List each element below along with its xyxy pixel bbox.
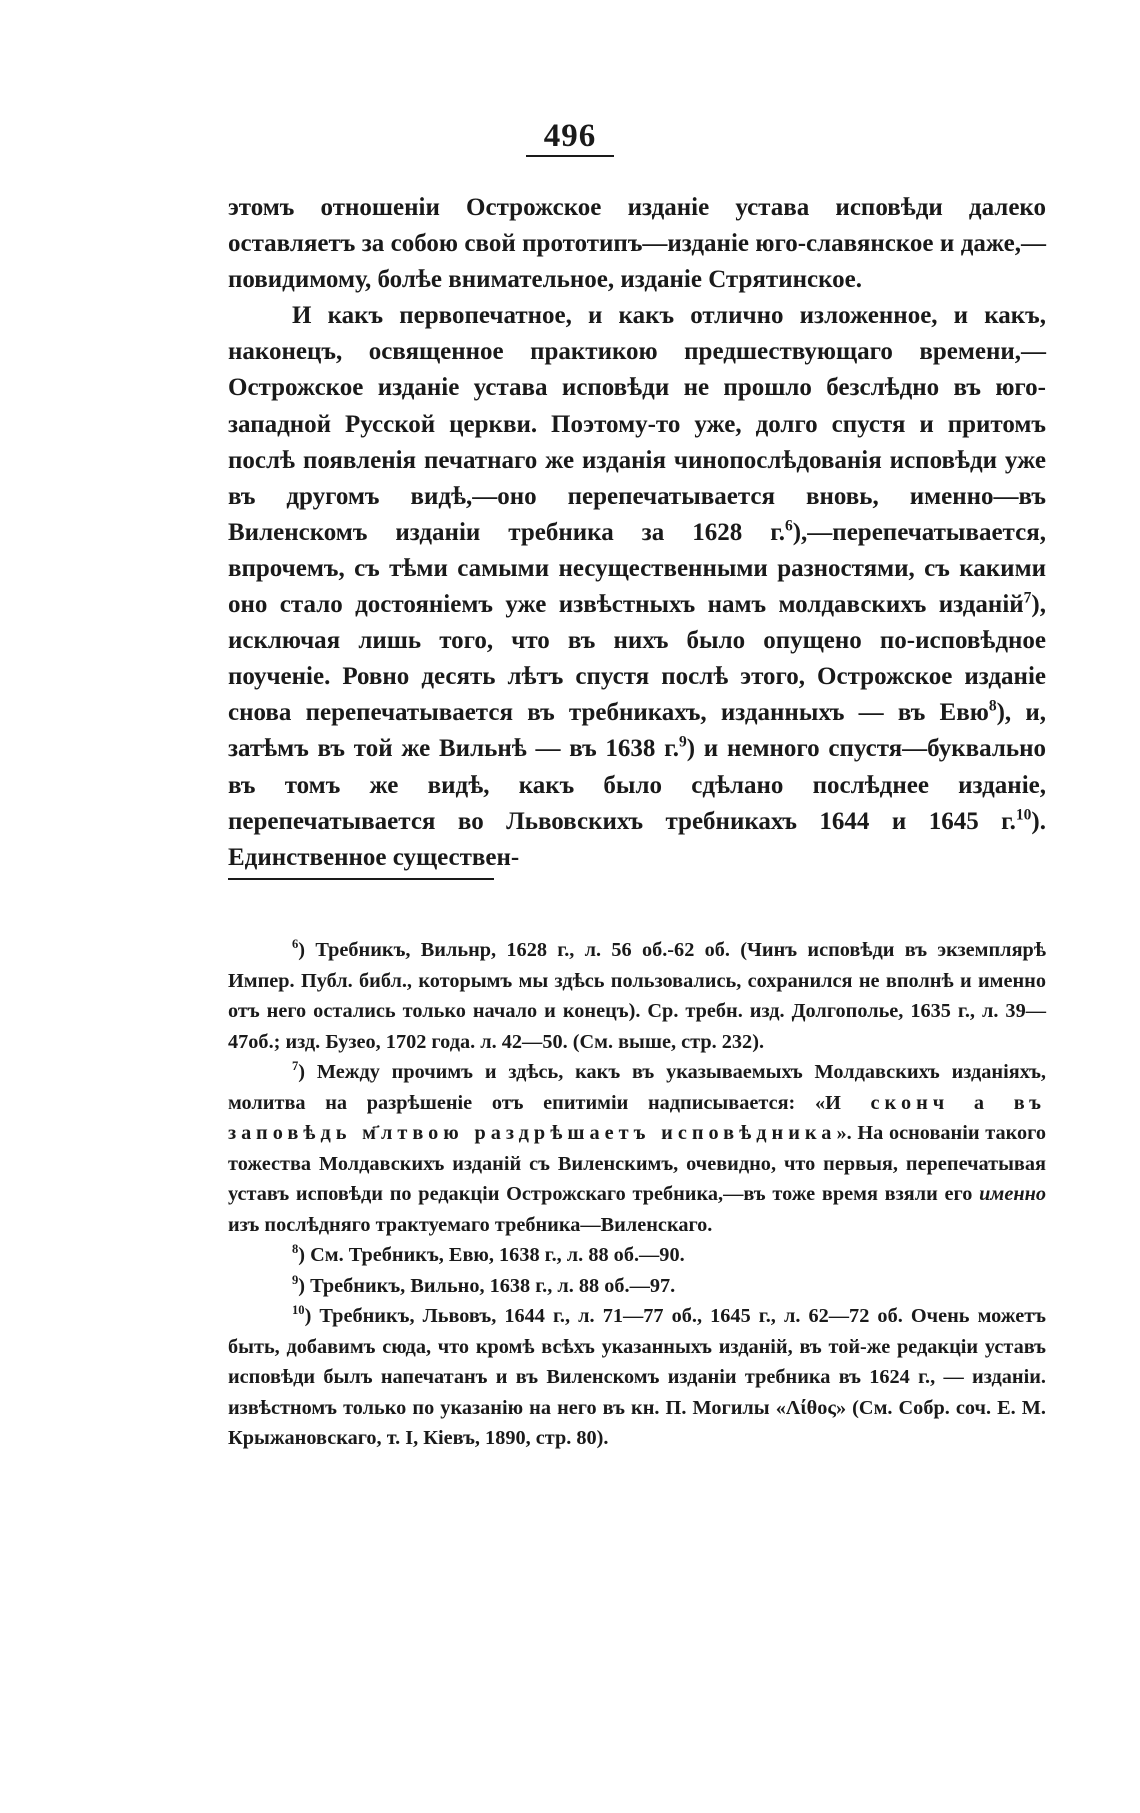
- footnote-ref-10[interactable]: 10: [1015, 806, 1032, 824]
- paragraph-1: этомъ отношеніи Острожское изданіе устава исповѣди далеко оставляетъ за собою свой прототипъ—изданіе юго-славянское и даже,—повидимому, болѣе внимательное, изданіе Стрятинское.: [228, 194, 1046, 294]
- paragraph-2: [228, 298, 1046, 876]
- footnote-8-text: ) См. Требникъ, Евю, 1638 г., л. 88 об.—90.: [298, 1244, 685, 1266]
- footnote-ref-7[interactable]: 7: [1023, 589, 1032, 607]
- page-number: [0, 118, 1140, 155]
- footnotes: [228, 935, 1046, 1454]
- footnote-6: [228, 935, 1046, 1057]
- page-number-text: 496: [526, 118, 615, 157]
- paragraph-2-part-c: ), исключая лишь того, что въ нихъ было опущено по-исповѣдное поученіе. Ровно десять лѣтъ спустя послѣ этого, Острожское изданіе снова перепечатывается въ требникахъ, изданныхъ — въ Евю: [228, 591, 1046, 727]
- footnote-separator: [228, 878, 494, 880]
- paragraph-2-part-a: И какъ первопечатное, и какъ отлично изложенное, и какъ, наконецъ, освященное практикою предшествующаго времени,—Острожское изданіе устава исповѣди не прошло безслѣдно въ юго-западной Русской церкви. Поэтому-то уже, долго спустя и притомъ послѣ появленія печатнаго же изданія чинопослѣдованія исповѣди уже въ другомъ видѣ,—оно перепечатывается вновь, именно—въ Виленскомъ изданіи требника за 1628 г.: [228, 302, 1046, 546]
- footnote-8: [228, 1240, 1046, 1271]
- footnote-7-text-a: ) Между прочимъ и здѣсь, какъ въ указываемыхъ Молдавскихъ изданіяхъ, молитва на разрѣшеніе отъ епитиміи надписывается: «: [228, 1061, 1046, 1114]
- footnote-7-mark: 7: [292, 1059, 299, 1074]
- paragraph-2-part-b: ),—перепечатывается, впрочемъ, съ тѣми самыми несущественными разностями, съ какими оно стало достояніемъ уже извѣстныхъ намъ молдавскихъ изданій: [228, 518, 1046, 619]
- footnote-7-text-b: ». На основаніи такого тожества Молдавскихъ изданій съ Виленскимъ, очевидно, что первыя, перепечатывая уставъ исповѣди по редакціи Острожскаго требника,—въ тоже время взяли его: [228, 1122, 1046, 1205]
- footnote-7-quote: И сконч а въ заповѣдь м҃лтвою раздрѣшаетъ исповѣдника: [228, 1091, 1046, 1144]
- footnote-10-mark: 10: [292, 1303, 305, 1318]
- footnote-9: [228, 1271, 1046, 1302]
- footnote-8-mark: 8: [292, 1242, 299, 1257]
- paragraph-2-part-e: ) и немного спустя—буквально въ томъ же видѣ, какъ было сдѣлано послѣднее изданіе, перепечатывается во Львовскихъ требникахъ 1644 и 1645 г.: [228, 735, 1046, 835]
- paragraph-2-part-f: ). Единственное существен-: [228, 807, 1046, 871]
- main-text: [228, 190, 1046, 876]
- paragraph-2-part-d: ), и, затѣмъ въ той же Вильнѣ — въ 1638 г.: [228, 699, 1046, 763]
- footnote-10-text: ) Требникъ, Львовъ, 1644 г., л. 71—77 об., 1645 г., л. 62—72 об. Очень можетъ быть, добавимъ сюда, что кромѣ всѣхъ указанныхъ изданій, въ той-же редакціи уставъ исповѣди былъ напечатанъ и въ Виленскомъ изданіи требника въ 1624 г., — изданіи. извѣстномъ только по указанію на него въ кн. П. Могилы «Λίθος» (См. Собр. соч. Е. М. Крыжановскаго, т. I, Кіевъ, 1890, стр. 80).: [228, 1305, 1046, 1449]
- footnote-ref-6[interactable]: 6: [784, 517, 793, 535]
- footnote-ref-8[interactable]: 8: [988, 697, 997, 715]
- footnote-6-text: ) Требникъ, Вильнр, 1628 г., л. 56 об.-62 об. (Чинъ исповѣди въ экземплярѣ Импер. Публ. библ., которымъ мы здѣсь пользовались, сохранился не вполнѣ и именно отъ него остались только начало и конецъ). Ср. требн. изд. Долгополье, 1635 г., л. 39—47об.; изд. Бузео, 1702 года. л. 42—50. (См. выше, стр. 232).: [228, 939, 1046, 1053]
- footnote-7: [228, 1057, 1046, 1240]
- footnote-6-mark: 6: [292, 937, 299, 952]
- footnote-7-italic: именно: [979, 1183, 1046, 1205]
- footnote-9-text: ) Требникъ, Вильно, 1638 г., л. 88 об.—97.: [298, 1274, 676, 1297]
- footnote-9-mark: 9: [292, 1272, 299, 1287]
- footnote-10: [228, 1301, 1046, 1454]
- footnote-7-text-c: изъ послѣдняго трактуемаго требника—Виленскаго.: [228, 1213, 713, 1236]
- footnote-ref-9[interactable]: 9: [678, 734, 687, 752]
